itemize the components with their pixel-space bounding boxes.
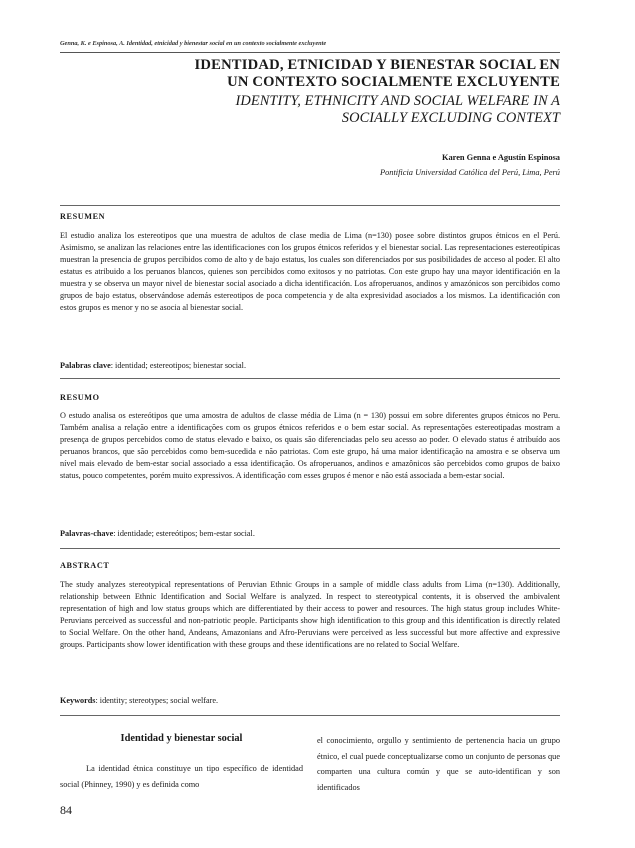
resumen-keywords-text: : identidad; estereotipos; bienestar social.: [110, 361, 247, 370]
resumo-heading: RESUMO: [60, 393, 100, 402]
title-spanish-line-1: IDENTIDAD, ETNICIDAD Y BIENESTAR SOCIAL EN: [194, 57, 560, 73]
resumo-keywords-text: : identidade; estereótipos; bem-estar social.: [113, 529, 255, 538]
rule-body: [60, 715, 560, 716]
rule-abstract: [60, 548, 560, 549]
body-right-column: el conocimiento, orgullo y sentimiento de pertenencia hacia un grupo étnico, el cual puede conceptualizarse como un conjunto de personas que comparten una cultura común y que se auto-identifican y son identificados: [317, 736, 560, 792]
title-spanish: [150, 57, 560, 91]
title-english: [150, 93, 560, 127]
resumen-text: El estudio analiza los estereotipos que una muestra de adultos de clase media de Lima (n=130) posee sobre distintos grupos étnicos en el Perú. Asimismo, se analizan las relaciones entre las identificaciones con los grupos étnicos referidos y el bienestar social. Las representaciones estereotípicas muestran la presencia de grupos percibidos como de alto y de bajo estatus, los cuales son diferenciados por sus posibilidades de acceso al poder. El alto estatus es atribuido a los peruanos blancos, quienes son percibidos como exitosos y no patriotas. Con este grupo hay una mayor identificación en la muestra y se observa un mayor nivel de bienestar social asociado a dicha identificación. Los afroperuanos, andinos y amazónicos son percibidos como grupos de bajo estatus, observándose además estereotipos de poca competencia y de alta expresividad asociados a los mismos. La identificación con estos grupos es menor y no se asocia al bienestar social.: [60, 231, 560, 313]
resumo-keywords: [60, 529, 560, 538]
title-english-line-1: IDENTITY, ETHNICITY AND SOCIAL WELFARE IN A: [235, 93, 560, 109]
abstract-keywords: [60, 696, 560, 705]
authors: Karen Genna e Agustín Espinosa: [441, 153, 560, 162]
page-number: 84: [60, 803, 72, 817]
rule-resumo: [60, 378, 560, 379]
affiliation: Pontificia Universidad Católica del Perú, Lima, Perú: [379, 168, 560, 177]
resumen-keywords: [60, 361, 560, 370]
resumo-text: O estudo analisa os estereótipos que uma amostra de adultos de classe média de Lima (n = 130) possui em sobre diferentes grupos étnicos no Peru. Também analisa a relação entre a identificações com os grupos étnicos referidos e o bem estar social. As representações estereotipadas mostram a presença de grupos percebidos como de status elevado e baixo, os quais são diferenciadas pelo seu acesso ao poder. O elevado status é atribuído aos peruanos brancos, que são percebidos como bem-sucedida e não patriotas. Com este grupo, há uma maior identificação na amostra e se observa um nível mais elevado de bem-estar social associado a essa identificação. Os afroperuanos, andinos e amazônicos são percebidos como grupos de baixo status, pouco competentes, porém muito expressivos. A identificação com esses grupos é menor e não está associada a bem-estar social.: [60, 411, 560, 481]
title-spanish-line-2: UN CONTEXTO SOCIALMENTE EXCLUYENTE: [227, 74, 560, 90]
header-rule: [60, 52, 560, 53]
title-block: [150, 57, 560, 127]
running-head: Genna, K. e Espinosa, A. Identidad, etnicidad y bienestar social en un contexto socialmente excluyente: [60, 40, 327, 47]
section-title: Identidad y bienestar social: [120, 733, 243, 744]
abstract-heading: ABSTRACT: [60, 561, 110, 570]
resumen-keywords-label: Palabras clave: [60, 361, 111, 370]
rule-resumen: [60, 205, 560, 206]
body-left-column: La identidad étnica constituye un tipo específico de identidad social (Phinney, 1990) y es definida como: [60, 764, 303, 789]
abstract-text: The study analyzes stereotypical representations of Peruvian Ethnic Groups in a sample of middle class adults from Lima (n=130). Additionally, relationship between Ethnic Identification and Social Welfare is analyzed. In respect to stereotypical contents, it is observed the ambivalent representation of high and low status groups which are differentiated by their access to power and resources. The high status group includes White-Peruvians perceived as successful and non-patriotic people. Participants show high identification to this group and this identification is directly related to Social Welfare. On the other hand, Andeans, Amazonians and Afro-Peruvians were perceived as less successful but more affective and expressive groups. Participants show lower identification with these groups and these identifications are no related to Social Welfare.: [60, 580, 560, 650]
resumo-keywords-label: Palavras-chave: [60, 529, 114, 538]
abstract-keywords-label: Keywords: [60, 696, 96, 705]
abstract-keywords-text: : identity; stereotypes; social welfare.: [95, 696, 219, 705]
resumen-heading: RESUMEN: [60, 212, 106, 221]
title-english-line-2: SOCIALLY EXCLUDING CONTEXT: [341, 110, 560, 126]
